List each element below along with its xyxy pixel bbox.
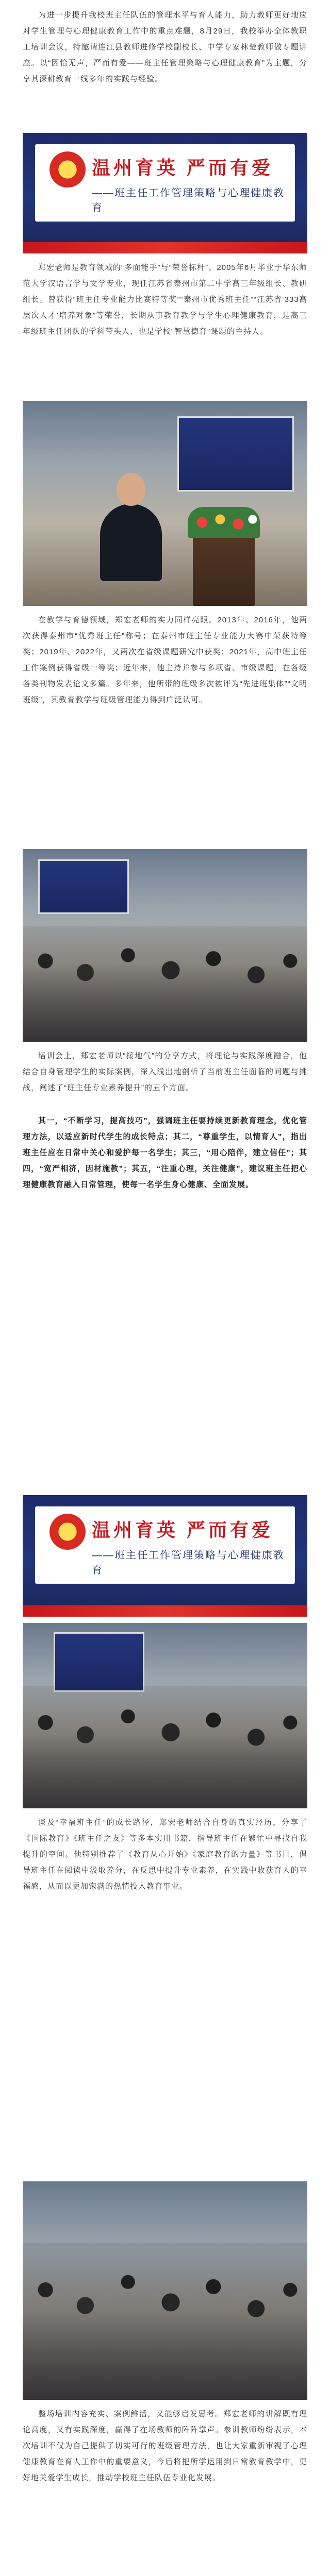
speaker-photo-1 (23, 401, 307, 606)
happiness-paragraph: 谈及“幸福班主任”的成长路径，郑宏老师结合自身的真实经历，分享了《国际教育》《班主任之友》等多本实用书籍，指导班主任在繁忙中寻找自我提升的空间。他特别推荐了《教育从心开始》《家庭教育的力量》等书目，倡导班主任在阅读中汲取养分，在反思中提升专业素养，在实践中收获育人的幸福感，从而以更加饱满的热情投入教育事业。 (23, 1818, 307, 1891)
audience-photo-2 (23, 1623, 307, 1808)
school-logo-icon-2 (50, 1514, 86, 1550)
audience-photo-3 (23, 2181, 307, 2400)
intro-paragraph: 为进一步提升我校班主任队伍的管理水平与育人能力，助力教师更好地应对学生管理与心理健康教育工作中的重点难题，8月29日，我校举办全体教职工培训会议，特邀请连江县教师进修学校副校长、中学专家林楚教师做专题讲座。以“因恰无声，严而有爱——班主任管理策略与心理健康教育”为主题，分享其深耕教育一线多年的实践与经验。 (23, 11, 307, 83)
speaker-intro-paragraph: 郑宏老师是教育领域的“多面能手”与“荣誉标杆”。2005年6月毕业于华东师范大学汉语言学与文学专业，现任江苏省泰州市第二中学高三年级组长、教研组长。曾获得“班主任专业能力比赛特等奖”“泰州市优秀班主任”“江苏省‘333高层次人才’培养对象”等荣誉，长期从事教育教学与学生心理健康教育，是高三年级班主任团队的学科带头人，也是学校“智慧德育”课题的主持人。 (23, 263, 307, 336)
banner-subtitle: ——班主任工作管理策略与心理健康教育 (92, 188, 285, 214)
audience-crowd-3 (23, 2243, 307, 2400)
event-banner-photo (23, 133, 307, 253)
audience-crowd (23, 926, 307, 1042)
five-points-paragraph: 其一，“不断学习，提高技巧”，强调班主任要持续更新教育理念，优化管理方法，以适应新时代学生的成长特点；其二，“尊重学生，以情育人”，指出班主任应在日常中关心和爱护每一名学生；其三，“用心陪伴，建立信任”；其四，“宽严相济，因材施教”；其五，“注重心理，关注健康”，建议班主任把心理健康教育融入日常管理，使每一名学生身心健康、全面发展。 (23, 1116, 307, 1189)
banner-board (35, 144, 295, 222)
side-screen (38, 859, 129, 914)
banner-title: 温州育英 严而有爱 (92, 157, 274, 178)
podium-flowers (188, 507, 260, 538)
side-screen-2 (54, 1632, 144, 1692)
training-paragraph: 培训会上，郑宏老师以“接地气”的分享方式，将理论与实践深度融合，他结合自身管理学生的实际案例，深入浅出地剖析了当前班主任面临的问题与挑战，阐述了“班主任专业素养提升”的五个方面。 (23, 1052, 307, 1092)
event-banner-photo-2 (23, 1495, 307, 1617)
projection-screen (177, 416, 294, 492)
audience-crowd-2 (23, 1686, 307, 1808)
summary-paragraph: 整场培训内容充实、案例鲜活，又能够启发思考。郑宏老师的讲解既有理论高度，又有实践深度，赢得了在场教师的阵阵掌声。参训教师纷纷表示，本次培训不仅为自己提供了切实可行的班级管理方法，也让大家重新审视了心理健康教育在育人工作中的重要意义，今后将把所学运用到日常教育教学中，更好地关爱学生成长，推动学校班主任队伍专业化发展。 (23, 2410, 307, 2482)
audience-photo-1 (23, 849, 307, 1042)
speaker-figure (100, 504, 162, 581)
school-logo-icon (50, 151, 86, 188)
banner-stripe (23, 242, 307, 253)
banner-board-2 (35, 1506, 295, 1584)
banner-stripe-2 (23, 1605, 307, 1617)
banner-subtitle-2: ——班主任工作管理策略与心理健康教育 (92, 1550, 285, 1576)
speaker-head (117, 473, 145, 506)
banner-title-2: 温州育英 严而有爱 (92, 1519, 274, 1540)
achievements-paragraph: 在教学与育德领域，郑宏老师的实力同样亮眼。2013年、2016年，他两次获得泰州市“优秀班主任”称号；在泰州市班主任专业能力大赛中荣获特等奖；2019年、2022年，又两次在省级课题研究中获奖；2021年，高中班主任工作案例获得省级一等奖；近年来，他主持并参与多项省、市级课题，在各级各类刊物发表论文多篇。多年来，他所带的班级多次被评为“先进班集体”“文明班级”，其教育教学与班级管理能力得到广泛认可。 (23, 616, 307, 704)
